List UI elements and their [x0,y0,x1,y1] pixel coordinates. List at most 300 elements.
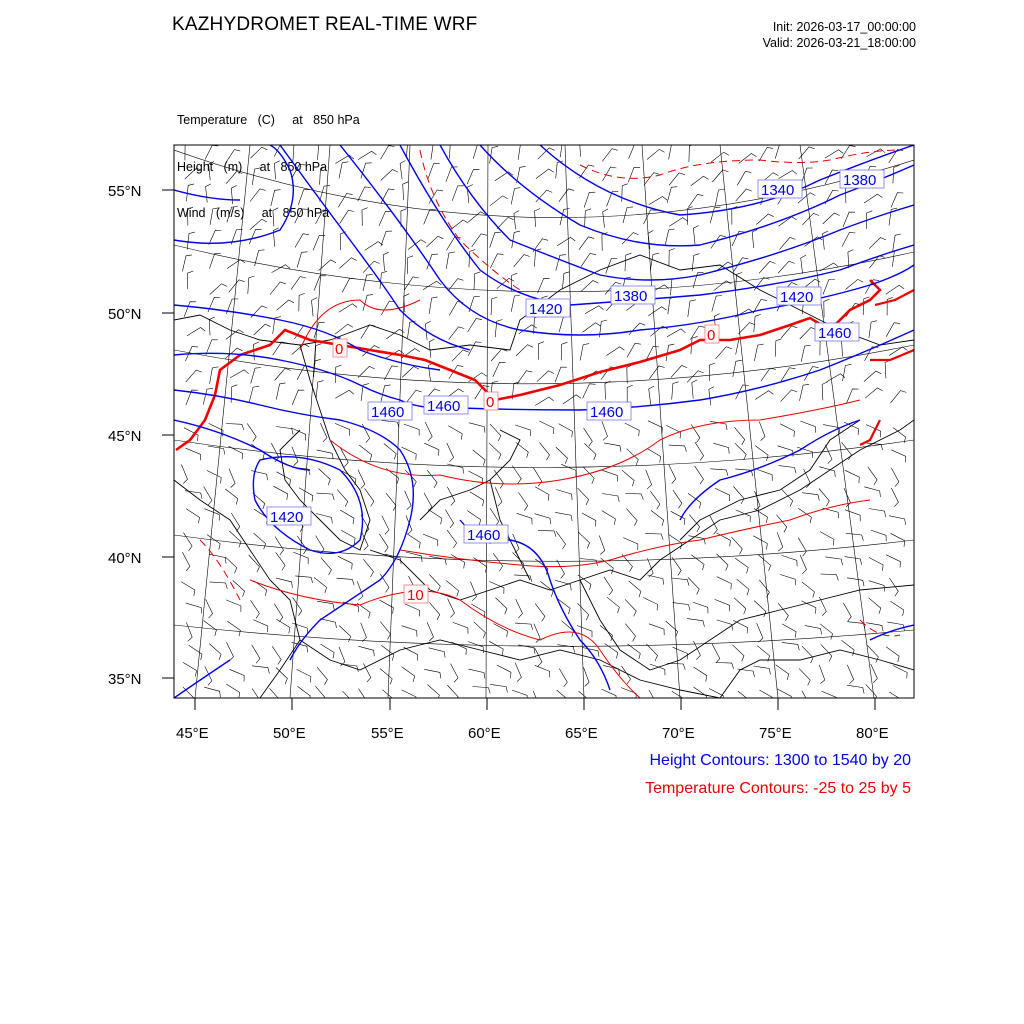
wind-barb [891,533,905,547]
height-label: 1460 [371,404,405,421]
wind-barb [782,555,798,566]
wind-barb [823,213,840,224]
wind-barb [864,487,880,497]
wind-barb [450,220,468,230]
wind-barb [340,210,355,223]
wind-barb [578,603,589,620]
wind-barb [405,491,412,510]
wind-barb [495,172,513,181]
wind-barb [225,489,238,505]
wind-barb [535,397,553,405]
wind-barb [293,144,300,162]
wind-barb [429,339,434,358]
wind-barb [651,510,664,525]
wind-barb [667,663,685,669]
wind-barb [494,470,503,488]
wind-barb [208,446,225,455]
wind-barb [447,530,457,548]
wind-barb [535,604,545,622]
wind-barb [709,689,723,702]
wind-barb [468,319,482,333]
wind-barb [733,360,742,377]
wind-barb [778,603,788,621]
wind-barb [447,685,458,702]
wind-barb [204,687,220,697]
wind-barb [472,234,487,247]
wind-barb [181,582,195,596]
wind-barb [514,211,519,230]
wind-barb [270,688,281,705]
wind-barb [426,236,443,247]
wind-barb [737,579,749,595]
wind-barb [339,304,357,313]
wind-barb [429,602,439,619]
wind-barb [357,581,363,600]
wind-barb [276,619,290,633]
wind-barb [845,557,862,565]
wind-barb [759,261,775,273]
wind-barb [886,285,904,294]
wind-barb [556,447,568,464]
wind-barb [560,209,570,226]
wind-barb [403,182,409,200]
wind-barb [583,323,601,333]
wind-barb [782,642,799,650]
wind-barb [754,344,763,361]
wind-barb [407,256,413,274]
wind-barb [865,388,883,398]
wind-barb [757,469,772,480]
wind-barb [182,255,192,272]
wind-barb [891,391,907,403]
wind-barb [555,512,572,521]
wind-barb [538,530,556,536]
wind-barb [210,582,228,589]
wind-barb [691,555,704,571]
wind-barb [182,552,190,571]
wind-barb [183,687,194,704]
wind-barb [602,511,616,525]
wind-barb [423,281,441,290]
wind-barb [622,554,632,571]
wind-barb [338,194,352,208]
wind-barb [536,169,554,179]
wind-barb [779,171,798,179]
wind-barb [186,622,192,641]
wind-barb [515,425,531,436]
wind-barb [737,172,751,186]
wind-barb [299,293,305,311]
wind-barb [799,669,810,686]
wind-barb [473,450,485,466]
wind-barb [229,469,235,488]
map-plot-area [174,138,914,710]
wind-barb [380,669,392,685]
wind-barb [669,173,685,185]
lat-label-40: 40°N [108,550,142,567]
wind-barb [781,390,798,402]
wind-barb [669,249,675,267]
wind-barb [648,421,663,434]
wind-barb [540,443,550,461]
wind-barb [802,582,815,598]
wind-barb [205,145,218,159]
wind-barb [736,510,751,522]
wind-barb [338,556,352,569]
wind-barb [254,581,267,596]
wind-barb [380,574,389,592]
wind-barb [297,252,308,268]
wind-barb [891,601,904,616]
wind-barb [381,146,395,160]
wind-barb [843,603,851,622]
lat-label-35: 35°N [108,671,142,688]
wind-barb [559,424,573,438]
wind-barb [534,316,541,334]
wind-barb [406,390,422,403]
wind-barb [497,217,514,229]
wind-barb [667,329,686,337]
wind-barb [672,557,681,575]
wind-barb [427,470,437,488]
wind-barb [363,274,373,291]
wind-barb [359,445,372,461]
temperature-field-label: Temperature (C) at 850 hPa [177,113,360,127]
wind-barb [579,691,591,707]
wind-barb [644,210,657,224]
wind-barb [429,556,446,565]
wind-barb [556,255,566,271]
lat-label-45: 45°N [108,428,142,445]
wind-barb [584,667,590,686]
wind-barb [204,509,219,521]
wind-barb [629,581,641,597]
wind-barb [559,316,569,332]
wind-barb [738,691,750,707]
wind-barb [759,422,765,441]
wind-barb [386,493,396,511]
wind-barb [780,574,796,585]
wind-barb [404,294,410,313]
wind-barb [183,662,197,676]
wind-barb [755,391,773,400]
wind-barb [843,364,852,381]
wind-barb [581,281,598,292]
wind-barb [777,532,783,551]
wind-barb [583,384,596,398]
wind-barb [580,138,585,157]
wind-barb [402,626,418,637]
wind-barb [404,647,418,660]
wind-barb [823,280,835,295]
wind-barb [625,494,643,500]
wind-barb [186,184,194,201]
wind-barb [627,343,641,357]
wind-barb [645,533,663,539]
wind-barb [515,663,521,682]
wind-barb [670,278,677,296]
wind-barb [886,323,900,337]
wind-barb [649,690,657,709]
wind-barb [204,487,212,506]
wind-barb [556,531,566,549]
wind-barb [538,342,544,360]
wind-barb [869,509,886,518]
height-label: 1460 [427,398,461,415]
wind-barb [669,445,687,452]
wind-barb [230,370,249,378]
wind-barb [649,624,664,635]
wind-barb [827,374,846,382]
wind-barb [759,147,773,161]
wind-barb [671,366,687,378]
wind-barb [695,442,704,460]
wind-barb [274,486,288,500]
wind-barb [277,472,291,486]
wind-barb [648,307,666,316]
wind-barb [600,625,613,641]
wind-barb [715,189,724,206]
wind-barb [893,234,901,251]
wind-barb [342,471,356,485]
wind-barb [717,620,733,631]
wind-barb [629,323,645,335]
wind-barb [739,323,756,334]
wind-barb [800,328,817,340]
wind-barb [315,344,322,362]
wind-barb [227,207,238,223]
wind-barb [734,598,746,614]
wind-barb [274,161,279,180]
wind-barb [780,424,794,437]
wind-barb [557,560,565,579]
wind-barb [299,488,313,502]
wind-barb [495,598,507,615]
wind-barb [226,150,241,163]
wind-barb [845,470,860,483]
wind-barb [336,578,354,585]
height-label: 1340 [761,182,795,199]
wind-barb [428,164,440,179]
wind-barb [650,491,660,509]
wind-barb [517,166,526,183]
height-label: 1420 [529,301,563,318]
wind-barb [889,516,906,525]
wind-barb [186,603,202,613]
wind-barb [298,686,311,701]
lon-label-60: 60°E [468,725,501,742]
wind-barb [819,489,829,507]
wind-barb [424,493,432,512]
wind-barb [427,622,433,641]
wind-barb [317,601,334,609]
wind-barb [516,345,533,356]
wind-barb [689,144,695,162]
wind-barb [864,371,881,382]
wind-barb [844,422,859,435]
wind-barb [754,314,761,332]
wind-barb [429,297,438,314]
wind-barb [358,187,371,201]
wind-barb [340,510,354,524]
wind-barb [800,555,806,574]
wind-barb [317,667,327,685]
wind-barb [339,162,348,179]
wind-barb [533,691,539,710]
wind-barb [227,621,240,636]
wind-barb [514,255,530,267]
wind-barb [693,602,708,613]
wind-barb [210,284,227,295]
wind-barb [584,192,595,207]
wind-barb [447,464,463,474]
lat-label-55: 55°N [108,183,142,200]
wind-barb [491,349,507,361]
wind-barb [869,581,885,592]
wind-barb [381,231,392,246]
wind-barb [490,232,501,247]
temperature-label: 0 [486,394,495,411]
wind-barb [365,488,374,506]
height-contour-labels [267,170,884,544]
wind-barb [561,464,576,476]
wind-barb [293,552,308,564]
wind-barb [402,367,419,378]
wind-barb [490,254,503,268]
wind-barb [625,624,635,642]
wind-barb [254,324,271,335]
wind-barb [778,261,794,273]
wind-barb [274,604,283,622]
wind-barb [316,381,324,399]
wind-barb [226,684,240,698]
wind-barb [712,170,728,182]
height-field-label: Height (m) at 850 hPa [177,159,328,174]
wind-barb [187,232,195,249]
wind-barb [361,163,372,179]
wind-barb [361,325,375,339]
wind-barb [673,490,682,508]
wind-barb [379,534,388,552]
wind-barb [732,645,744,662]
wind-barb [297,669,311,682]
wind-barb [627,365,633,383]
wind-barb [782,489,793,506]
lon-label-45: 45°E [176,725,209,742]
temperature-contour-legend: Temperature Contours: -25 to 25 by 5 [645,780,911,797]
wind-barb [669,465,676,484]
height-label: 1380 [614,288,648,305]
height-label: 1460 [467,527,501,544]
wind-barb [404,277,419,290]
wind-barb [467,511,480,526]
wind-barb [716,533,730,546]
wind-barb [871,530,886,541]
wind-barb [343,691,354,708]
wind-barb [602,689,617,702]
wind-barb [710,516,718,535]
wind-barb [321,558,332,575]
valid-time: Valid: 2026-03-21_18:00:00 [762,36,916,50]
wind-barb [599,536,605,555]
wind-barb [320,619,337,628]
wind-barb [847,578,864,586]
wind-barb [585,306,604,314]
wind-barb [626,509,637,526]
wind-barb [802,691,810,710]
wind-barb [581,253,596,266]
wind-barb [688,194,703,207]
wind-barb [270,282,286,295]
wind-barb [757,646,769,662]
wind-barb [408,240,426,250]
wind-barb [580,344,589,361]
wind-barb [402,690,416,703]
wind-barb [625,423,639,436]
wind-barb [451,664,458,683]
wind-barb [490,424,501,441]
wind-barb [229,280,245,292]
wind-barb [449,141,456,159]
wind-barb [866,623,883,632]
wind-barb [646,470,652,489]
wind-barb [226,600,241,612]
wind-barb [714,281,732,291]
wind-barb [474,272,480,290]
wind-barb [757,623,763,642]
wind-barb [556,490,572,501]
wind-barb [693,226,698,245]
wind-barb [381,301,395,315]
wind-barb [452,642,467,655]
wind-barb [209,644,221,660]
wind-barb [292,390,304,405]
wind-barb [276,427,293,435]
wind-barb [316,493,334,500]
wind-barb [400,161,405,180]
wind-barb [469,250,476,268]
wind-barb [798,538,806,557]
wind-barb [337,490,348,507]
wind-barb [251,600,260,618]
wind-barb [276,552,285,570]
wind-barb [291,428,306,441]
wind-barb [694,667,707,682]
wind-barb [298,190,309,205]
wind-barb [320,423,327,442]
wind-barb [776,665,789,680]
wind-barb [407,534,420,549]
wind-barb [535,487,549,501]
wind-barb [469,423,485,433]
wind-barb [209,162,214,181]
wind-barb [649,386,654,405]
wind-barb [517,513,532,524]
wind-barb [448,599,455,618]
lon-label-70: 70°E [662,725,695,742]
wind-barb [295,209,308,223]
wind-barb [869,321,877,338]
wind-barb [668,297,676,314]
wind-barb [402,667,415,682]
wind-barb [425,422,432,441]
wind-barb [779,466,796,474]
wind-barb [665,229,675,246]
wind-barb [825,150,843,158]
wind-barb [734,427,744,445]
wind-barb [275,537,283,555]
wind-barb [340,258,357,269]
